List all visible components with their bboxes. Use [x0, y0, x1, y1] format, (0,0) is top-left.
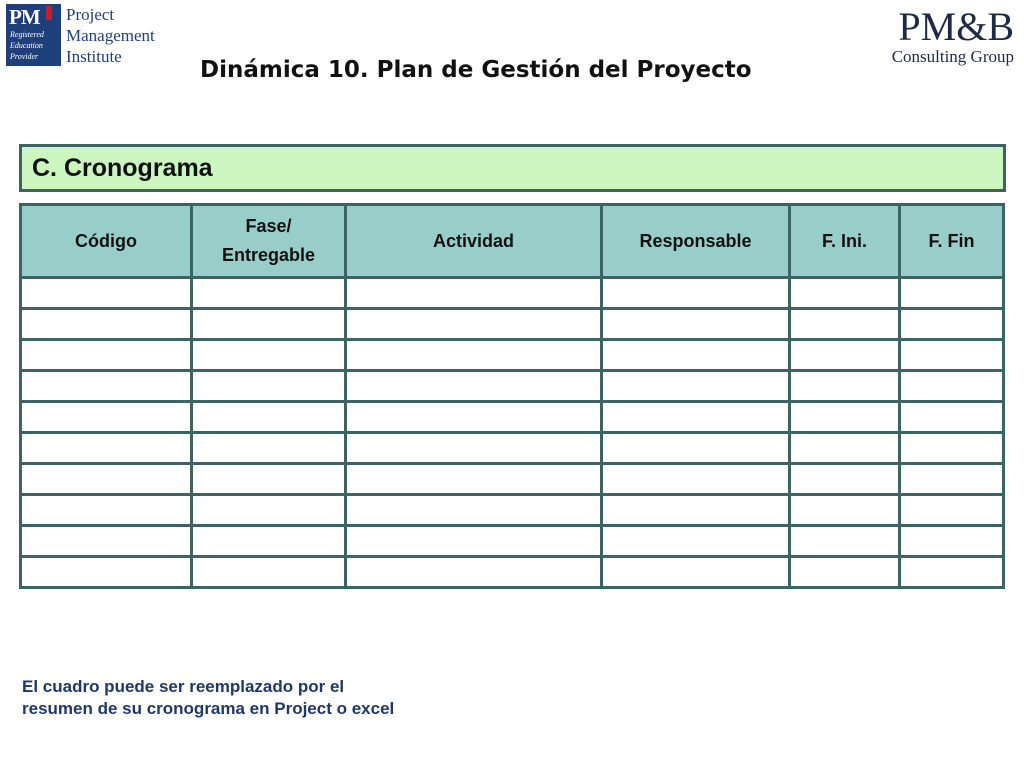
table-cell[interactable] — [602, 402, 790, 433]
table-cell[interactable] — [900, 557, 1004, 588]
table-row — [21, 464, 1004, 495]
pmi-wordmark — [66, 4, 155, 67]
table-cell[interactable] — [602, 464, 790, 495]
table-cell[interactable] — [790, 309, 900, 340]
column-header-label: Entregable — [221, 245, 316, 265]
pmb-logo-main: PM&B — [898, 4, 1014, 49]
table-cell[interactable] — [900, 278, 1004, 309]
table-cell[interactable] — [21, 526, 192, 557]
table-row — [21, 402, 1004, 433]
table-cell[interactable] — [900, 309, 1004, 340]
table-cell[interactable] — [602, 495, 790, 526]
table-cell[interactable] — [346, 309, 602, 340]
table-cell[interactable] — [790, 464, 900, 495]
table-cell[interactable] — [602, 433, 790, 464]
table-cell[interactable] — [790, 340, 900, 371]
table-row — [21, 495, 1004, 526]
table-cell[interactable] — [790, 526, 900, 557]
table-cell[interactable] — [192, 557, 346, 588]
table-cell[interactable] — [602, 557, 790, 588]
table-cell[interactable] — [346, 402, 602, 433]
pmi-mark-letters: PM — [9, 5, 40, 29]
table-row — [21, 278, 1004, 309]
page-title: Dinámica 10. Plan de Gestión del Proyecto — [200, 57, 752, 83]
table-cell[interactable] — [346, 340, 602, 371]
table-row — [21, 433, 1004, 464]
table-cell[interactable] — [192, 402, 346, 433]
table-cell[interactable] — [790, 495, 900, 526]
table-cell[interactable] — [192, 371, 346, 402]
table-cell[interactable] — [900, 433, 1004, 464]
section-title: C. Cronograma — [32, 153, 213, 182]
table-cell[interactable] — [21, 278, 192, 309]
table-cell[interactable] — [21, 464, 192, 495]
section-header — [19, 144, 1006, 192]
table-cell[interactable] — [21, 433, 192, 464]
table-cell[interactable] — [192, 309, 346, 340]
table-cell[interactable] — [346, 526, 602, 557]
table-cell[interactable] — [346, 433, 602, 464]
footer-note-line: El cuadro puede ser reemplazado por el — [22, 677, 345, 696]
column-header-label: Fase/ — [245, 216, 292, 236]
table-row — [21, 309, 1004, 340]
table-cell[interactable] — [790, 278, 900, 309]
table-cell[interactable] — [346, 278, 602, 309]
pmi-mark-line: Provider — [10, 52, 39, 61]
table-cell[interactable] — [900, 526, 1004, 557]
column-header-label: Responsable — [639, 230, 752, 251]
table-cell[interactable] — [346, 464, 602, 495]
table-cell[interactable] — [900, 340, 1004, 371]
table-cell[interactable] — [21, 371, 192, 402]
table-row — [21, 340, 1004, 371]
column-header-label: F. Fin — [928, 230, 975, 251]
pmi-mark — [6, 4, 61, 66]
pmi-mark-line: Education — [10, 41, 43, 50]
column-header-label: Actividad — [432, 230, 515, 251]
table-cell[interactable] — [21, 402, 192, 433]
table-cell[interactable] — [192, 495, 346, 526]
column-header-fecha-inicio — [790, 205, 900, 278]
table-cell[interactable] — [602, 278, 790, 309]
table-cell[interactable] — [346, 557, 602, 588]
table-row — [21, 526, 1004, 557]
column-header-fase-entregable — [192, 205, 346, 278]
pmb-logo — [864, 6, 1014, 70]
table-cell[interactable] — [790, 371, 900, 402]
footer-note — [22, 676, 482, 720]
table-body — [21, 278, 1004, 588]
table-cell[interactable] — [602, 309, 790, 340]
column-header-label: F. Ini. — [822, 230, 867, 251]
table-cell[interactable] — [21, 309, 192, 340]
table-cell[interactable] — [346, 371, 602, 402]
table-cell[interactable] — [790, 557, 900, 588]
column-header-responsable — [602, 205, 790, 278]
column-header-codigo — [21, 205, 192, 278]
column-header-label: Código — [75, 230, 137, 251]
table-row — [21, 557, 1004, 588]
table-cell[interactable] — [602, 340, 790, 371]
table-cell[interactable] — [192, 526, 346, 557]
table-cell[interactable] — [602, 371, 790, 402]
table-cell[interactable] — [900, 402, 1004, 433]
table-row — [21, 371, 1004, 402]
table-cell[interactable] — [192, 464, 346, 495]
table-cell[interactable] — [21, 557, 192, 588]
table-cell[interactable] — [790, 433, 900, 464]
pmi-word: Institute — [66, 47, 122, 66]
table-cell[interactable] — [21, 495, 192, 526]
column-header-fecha-fin — [900, 205, 1004, 278]
table-cell[interactable] — [21, 340, 192, 371]
table-cell[interactable] — [192, 340, 346, 371]
column-header-actividad — [346, 205, 602, 278]
pmi-red-accent — [46, 6, 52, 20]
table-cell[interactable] — [602, 526, 790, 557]
schedule-table — [19, 203, 1005, 589]
table-header-row — [21, 205, 1004, 278]
table-cell[interactable] — [900, 371, 1004, 402]
table-cell[interactable] — [192, 278, 346, 309]
pmi-logo — [6, 4, 155, 68]
table-cell[interactable] — [790, 402, 900, 433]
table-cell[interactable] — [900, 495, 1004, 526]
table-cell[interactable] — [346, 495, 602, 526]
pmi-word: Management — [66, 26, 155, 45]
table-cell[interactable] — [900, 464, 1004, 495]
table-cell[interactable] — [192, 433, 346, 464]
pmi-mark-line: Registered — [10, 30, 44, 39]
footer-note-line: resumen de su cronograma en Project o excel — [22, 699, 395, 718]
pmb-logo-sub: Consulting Group — [891, 47, 1014, 66]
pmi-word: Project — [66, 5, 115, 24]
